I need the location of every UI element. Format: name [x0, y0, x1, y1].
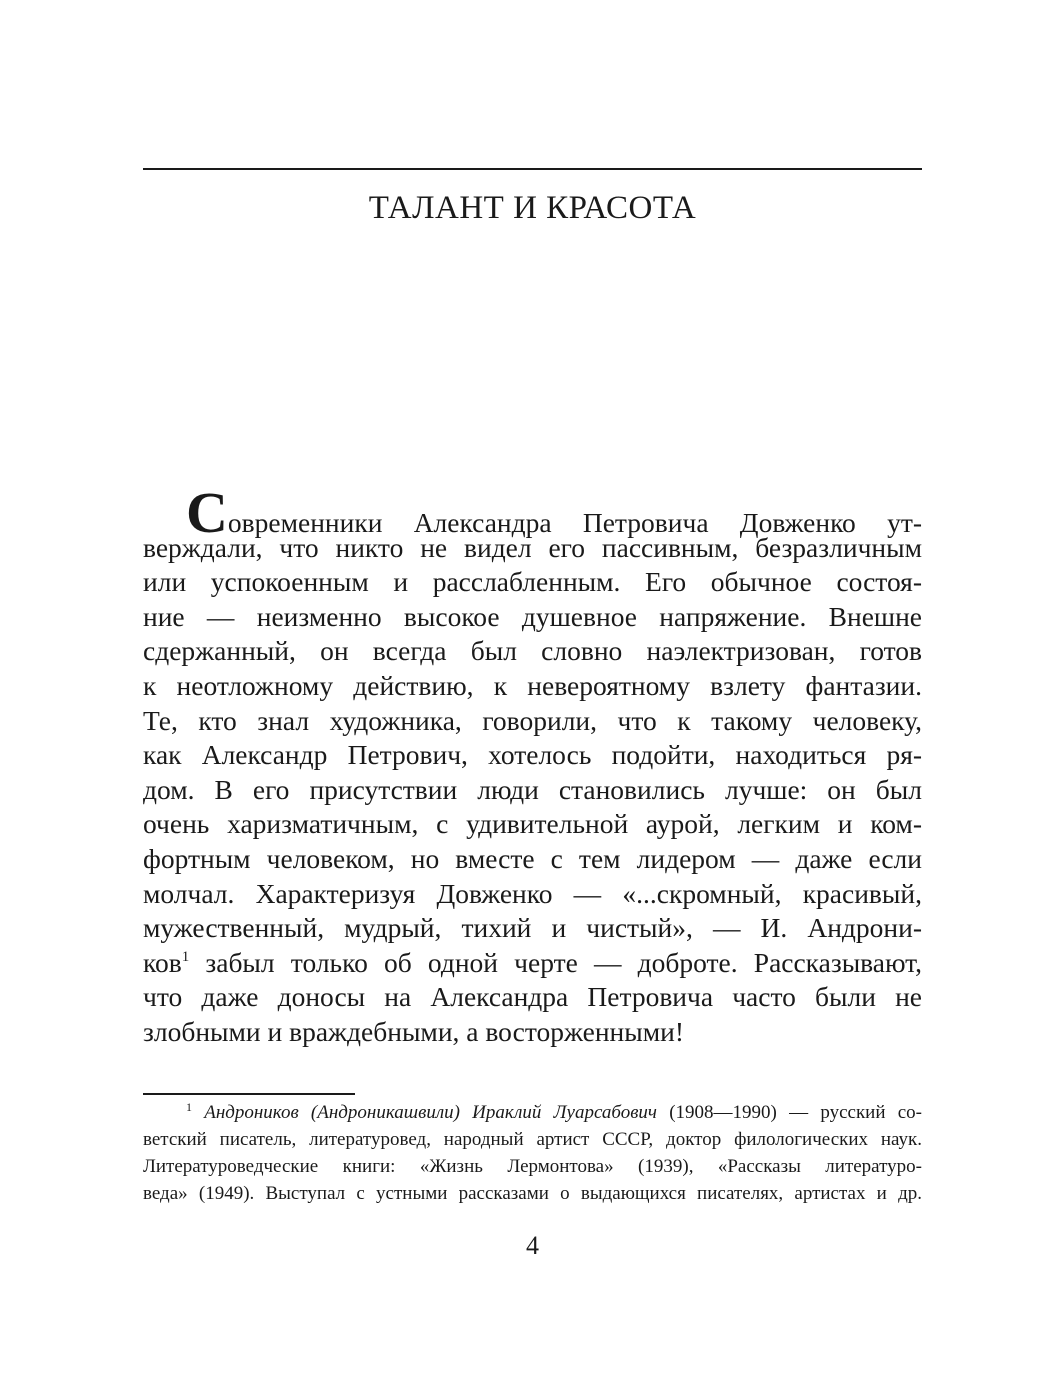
- footnote-reference[interactable]: 1: [181, 948, 190, 965]
- body-line-3: или успокоенным и расслабленным. Его обычное состоя-: [143, 566, 922, 598]
- page-number: 4: [526, 1231, 539, 1260]
- footnote-rule: [143, 1093, 355, 1095]
- body-paragraph: [143, 480, 923, 1050]
- body-line-2: верждали, что никто не видел его пассивным, безразличным: [143, 531, 922, 563]
- body-line-14: ков$^1$ забыл только об одной черте — доброте. Рассказывают,: [143, 946, 923, 978]
- body-line-13: мужественный, мудрый, тихий и чистый», — И. Андрони-: [143, 912, 922, 944]
- body-line-6: к неотложному действию, к невероятному взлету фантазии.: [143, 669, 922, 701]
- footnote-person-name: Андроников (Андроникашвили) Ираклий Луарсабович: [204, 1102, 658, 1123]
- chapter-title: ТАЛАНТ И КРАСОТА: [368, 190, 697, 226]
- body-line-15: что даже доносы на Александра Петровича часто были не: [143, 981, 922, 1013]
- body-line-1: Современники Александра Петровича Довженко ут-: [186, 480, 922, 545]
- footnote-line-1: $^1$ Андроников (Андроникашвили) Ираклий Луарсабович (1908—1990) — русский со-: [186, 1100, 922, 1123]
- body-line-11: фортным человеком, но вместе с тем лидером — даже если: [143, 842, 922, 874]
- body-line-7: Те, кто знал художника, говорили, что к такому человеку,: [143, 704, 922, 736]
- drop-cap: С: [186, 480, 228, 545]
- body-line-12: молчал. Характеризуя Довженко — «...скромный, красивый,: [143, 877, 922, 909]
- footnote-line-3: Литературоведческие книги: «Жизнь Лермонтова» (1939), «Рассказы литературо-: [143, 1156, 922, 1177]
- body-line-9: дом. В его присутствии люди становились лучше: он был: [143, 773, 922, 805]
- footnote-line-2: ветский писатель, литературовед, народный артист СССР, доктор филологических наук.: [143, 1129, 922, 1150]
- body-line-4: ние — неизменно высокое душевное напряжение. Внешне: [143, 600, 922, 632]
- body-line-10: очень харизматичным, с удивительной аурой, легким и ком-: [143, 808, 922, 840]
- body-line-5: сдержанный, он всегда был словно наэлектризован, готов: [143, 635, 922, 667]
- footnote-marker: 1: [186, 1100, 192, 1114]
- footnote: [143, 1099, 922, 1207]
- body-line-16: злобными и враждебными, а восторженными!: [143, 1015, 685, 1047]
- footnote-line-4: веда» (1949). Выступал с устными рассказами о выдающихся писателях, артистах и др.: [143, 1183, 922, 1204]
- body-line-8: как Александр Петрович, хотелось подойти, находиться ря-: [143, 739, 922, 771]
- chapter-top-rule: [143, 168, 922, 170]
